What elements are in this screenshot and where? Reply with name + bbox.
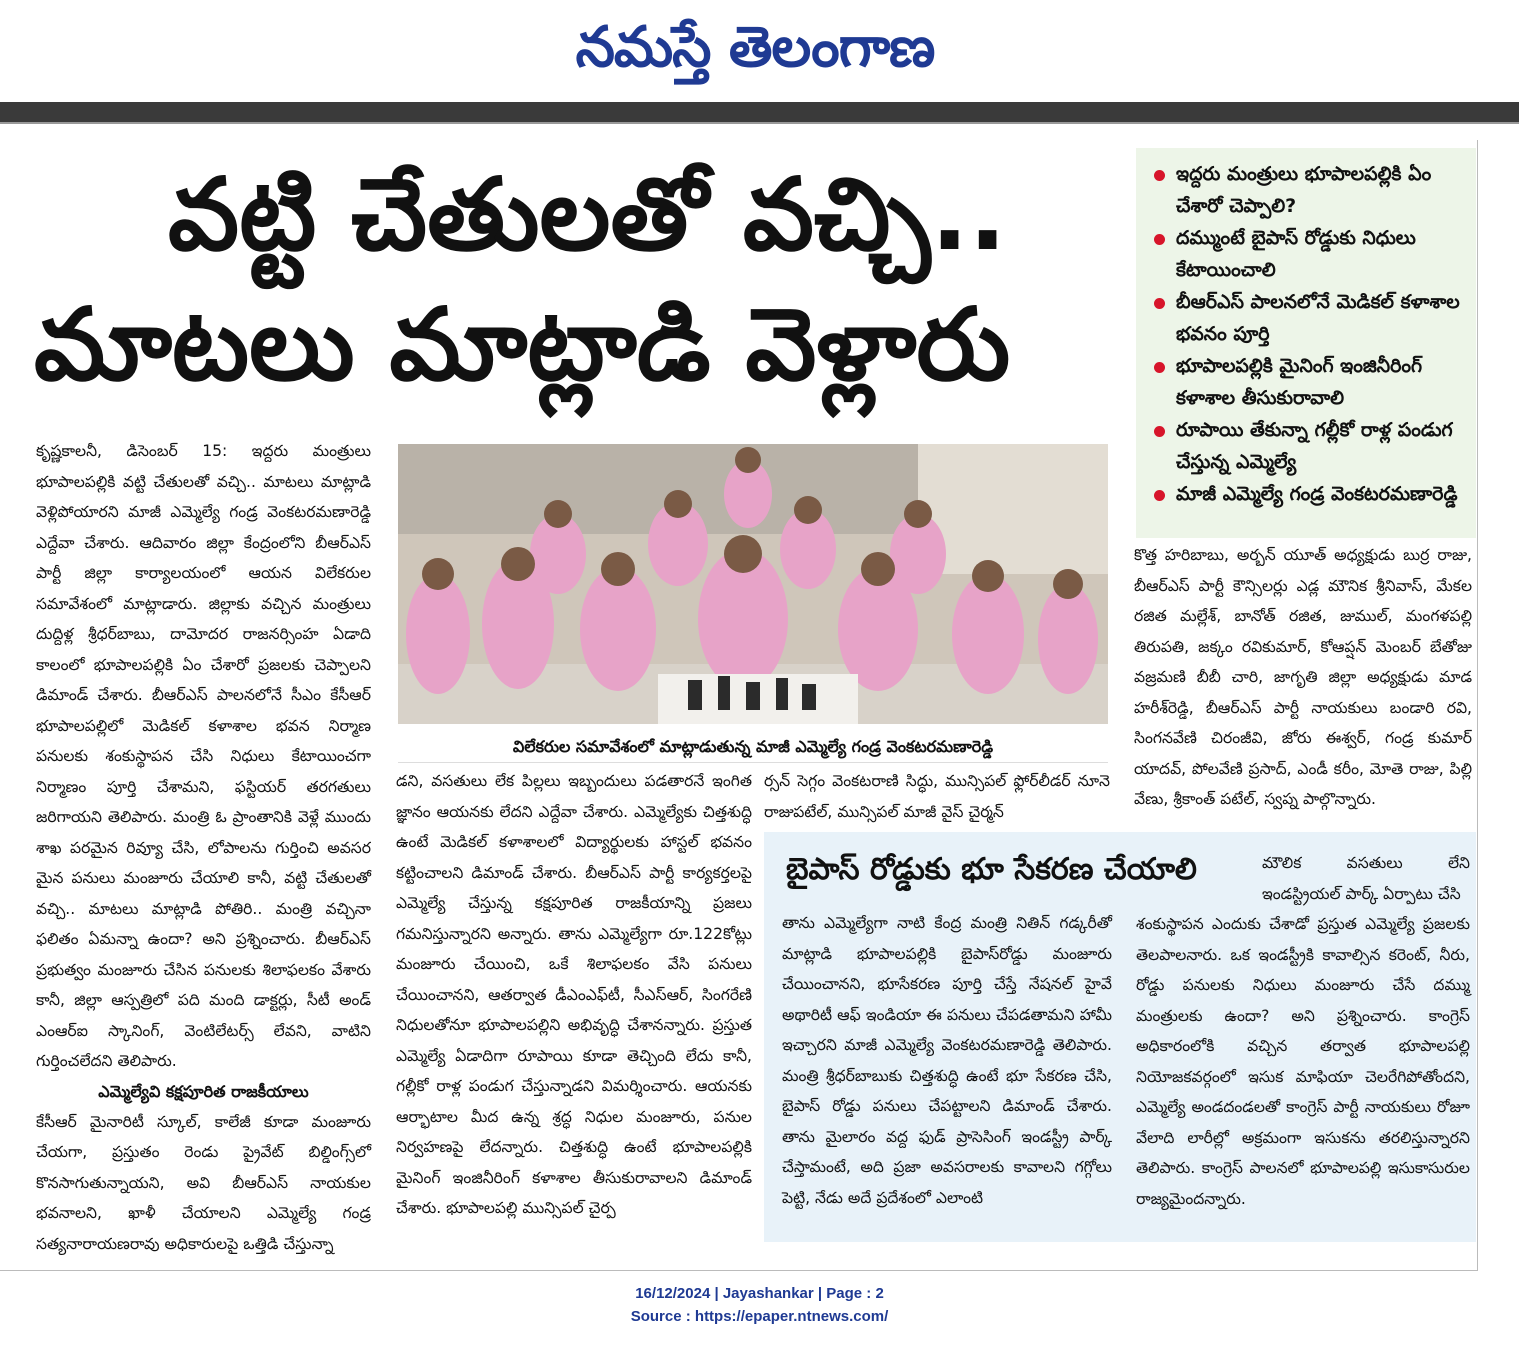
article-paragraph: ర్సన్ సెగ్గం వెంకటరాణి సిద్ధు, మున్సిపల్ ఫ్లోర్‌లీడర్ నూనె రాజుపటేల్, మున్సిపల్ మాజీ వైస్ చైర్మన్	[764, 772, 1110, 821]
photo-illustration	[398, 444, 1108, 724]
masthead-divider-bar	[0, 102, 1519, 122]
article-paragraph: కృష్ణకాలనీ, డిసెంబర్ 15: ఇద్దరు మంత్రులు భూపాలపల్లికి వట్టి చేతులతో వచ్చి.. మాటలు మాట్లాడి వెళ్లిపోయారని మాజీ ఎమ్మెల్యే గండ్ర వెంకటరమణారెడ్డి ఎద్దేవా చేశారు. ఆదివారం జిల్లా కేంద్రంలోని బీఆర్ఎస్ పార్టీ జిల్లా కార్యాలయంలో ఆయన విలేకరుల సమావేశంలో మాట్లాడారు. జిల్లాకు వచ్చిన మంత్రులు దుద్దిళ్ల శ్రీధర్‌బాబు, దామోదర రాజనర్సింహ ఏడాది కాలంలో భూపాలపల్లికి ఏం చేశారో ప్రజలకు చెప్పాలని డిమాండ్ చేశారు. బీఆర్ఎస్ పాలనలోనే సీఎం కేసీఆర్ భూపాలపల్లిలో మెడికల్ కళాశాల భవన నిర్మాణ పనులకు శంకుస్థాపన చేసి నిధులు కేటాయించగా నిర్మాణం పూర్తి చేశామని, ఫస్టియర్ తరగతులు జరిగాయని తెలిపారు. మంత్రి ఓ ప్రాంతానికి వెళ్లే ముందు శాఖ పరమైన రివ్యూ చేసి, లోపాలను గుర్తించి అవసర మైన పనులు మంజూరు చేయాలి కానీ, వట్టి చేతులతో వచ్చి.. మాటలు మాట్లాడి పోతిరి.. మంత్రి వచ్చినా ఫలితం ఏమన్నా ఉందా? అని ప్రశ్నించారు. బీఆర్ఎస్ ప్రభుత్వం మంజూరు చేసిన పనులకు శిలాఫలకం వేశారు కానీ, జిల్లా ఆస్పత్రిలో పది మంది డాక్టర్లు, సీటీ అండ్ ఎంఆర్ఐ స్కానింగ్, వెంటిలేటర్స్ లేవని, వాటిని గుర్తించలేదని తెలిపారు.	[36, 442, 371, 1070]
article-column-1	[36, 436, 371, 1259]
highlight-item: దమ్ముంటే బైపాస్ రోడ్డుకు నిధులు కేటాయించాలి	[1150, 222, 1466, 286]
article-paragraph: కేసీఆర్ మైనారిటీ స్కూల్, కాలేజీ కూడా మంజూరు చేయగా, ప్రస్తుతం రెండు ప్రైవేట్ బిల్డింగ్స్‌లో కొనసాగుతున్నాయని, అవి బీఆర్ఎస్ నాయకుల భవనాలని, ఖాళీ చేయాలని ఎమ్మెల్యే గండ్ర సత్యనారాయణరావు అధికారులపై ఒత్తిడి చేస్తున్నా	[36, 1112, 371, 1253]
article-paragraph: డని, వసతులు లేక పిల్లలు ఇబ్బందులు పడతారనే ఇంగిత జ్ఞానం ఆయనకు లేదని ఎద్దేవా చేశారు. ఎమ్మెల్యేకు చిత్తశుద్ధి ఉంటే మెడికల్ కళాశాలలో విద్యార్థులకు హాస్టల్ భవనం కట్టించాలని డిమాండ్ చేశారు. బీఆర్ఎస్ పార్టీ కార్యకర్తలపై ఎమ్మెల్యే చేస్తున్న కక్షపూరిత రాజకీయాన్ని ప్రజలు గమనిస్తున్నారని అన్నారు. తాను ఎమ్మెల్యేగా రూ.122కోట్లు మంజూరు చేయించి, ఒకే శిలాఫలకం వేసి పనులు చేయించానని, ఆతర్వాత డీఎంఎఫ్‌టీ, సీఎస్ఆర్, సింగరేణి నిధులతోనూ భూపాలపల్లిని అభివృద్ధి చేశానన్నారు. ప్రస్తుత ఎమ్మెల్యే ఏడాదిగా రూపాయి కూడా తెచ్చింది లేదు కానీ, గల్లీకో రాళ్ల పండుగ చేస్తున్నాడని విమర్శించారు. ఆయనకు ఆర్భాటాల మీద ఉన్న శ్రద్ధ నిధుల మంజూరు, పనుల నిర్వహణపై లేదన్నారు. చిత్తశుద్ధి ఉంటే భూపాలపల్లికి మైనింగ్ ఇంజినీరింగ్ కళాశాల తీసుకురావాలని డిమాండ్ చేశారు. భూపాలపల్లి మున్సిపల్ చైర్ప	[396, 772, 752, 1217]
highlight-item: మాజీ ఎమ్మెల్యే గండ్ర వెంకటరమణారెడ్డి	[1150, 478, 1466, 510]
article-column-4	[1134, 540, 1472, 815]
photo-caption: విలేకరుల సమావేశంలో మాట్లాడుతున్న మాజీ ఎమ్మెల్యే గండ్ర వెంకటరమణారెడ్డి	[398, 732, 1108, 763]
article-paragraph: శంకుస్థాపన ఎందుకు చేశాడో ప్రస్తుత ఎమ్మెల్యే ప్రజలకు తెలపాలనారు. ఒక ఇండస్ట్రీకి కావాల్సిన కరెంట్, నీరు, రోడ్డు పనులకు నిధులు మంజూరు చేసే దమ్ము మంత్రులకు ఉందా? అని ప్రశ్నించారు. కాంగ్రెస్ అధికారంలోకి వచ్చిన తర్వాత భూపాలపల్లి నియోజకవర్గంలో ఇసుక మాఫియా చెలరేగిపోతోందని, ఎమ్మెల్యే అండదండలతో కాంగ్రెస్ పార్టీ నాయకులు రోజూ వేలాది లారీల్లో అక్రమంగా ఇసుకను తరలిస్తున్నారని తెలిపారు. కాంగ్రెస్ పాలనలో భూపాలపల్లి ఇసుకాసురుల రాజ్యమైందన్నారు.	[1136, 915, 1470, 1208]
bypass-column-1	[782, 908, 1112, 1213]
article-paragraph: తాను ఎమ్మెల్యేగా నాటి కేంద్ర మంత్రి నితిన్ గడ్కరీతో మాట్లాడి భూపాలపల్లికి బైపాస్‌రోడ్డు మంజూరు చేయించానని, భూసేకరణ పూర్తి చేస్తే నేషనల్ హైవే అథారిటీ ఆఫ్ ఇండియా ఈ పనులు చేపడతామని హామీ ఇచ్చారని మాజీ ఎమ్మెల్యే వెంకటరమణారెడ్డి తెలిపారు. మంత్రి శ్రీధర్‌బాబుకు చిత్తశుద్ధి ఉంటే భూ సేకరణ చేసి, బైపాస్ రోడ్డు పనులు చేపట్టాలని డిమాండ్ చేశారు. తాను మైలారం వద్ద ఫుడ్ ప్రాసెసింగ్ ఇండస్ట్రీ పార్క్ చేస్తామంటే, అది ప్రజా అవసరాలకు కావాలని గగ్గోలు పెట్టి, నేడు అదే ప్రదేశంలో ఎలాంటి	[782, 914, 1112, 1207]
headline-line-1: వట్టి చేతులతో వచ్చి..	[168, 156, 1007, 273]
article-paragraph: కొత్త హరిబాబు, అర్బన్ యూత్ అధ్యక్షుడు బుర్ర రాజు, బీఆర్ఎస్ పార్టీ కౌన్సిలర్లు ఎడ్ల మౌనిక శ్రీనివాస్, మేకల రజిత మల్లేశ్, బానోత్ రజిత, జుముల్, మంగళపల్లి తిరుపతి, జక్కం రవికుమార్, కోఆప్షన్ మెంబర్ బేతోజు వజ్రమణి బీబీ చారి, జాగృతి జిల్లా అధ్యక్షుడు మాడ హరీశ్‌రెడ్డి, బీఆర్ఎస్ పార్టీ నాయకులు బండారి రవి, సింగనవేణి చిరంజీవి, జోరు ఈశ్వర్, గండ్ర కుమార్ యాదవ్, పోలవేణి ప్రసాద్, ఎండీ కరీం, మోతె రాజు, పిల్లి వేణు, శ్రీకాంత్ పటేల్, స్వప్న పాల్గొన్నారు.	[1134, 546, 1472, 808]
highlight-item: ఇద్దరు మంత్రులు భూపాలపల్లికి ఏం చేశారో చెప్పాలి?	[1150, 158, 1466, 222]
article-column-2	[396, 766, 752, 1224]
page-footer	[0, 1282, 1519, 1328]
headline-line-2: మాటలు మాట్లాడి వెళ్లారు	[34, 286, 1011, 403]
footer-source-link[interactable]: Source : https://epaper.ntnews.com/	[630, 1308, 889, 1325]
article-subheading: ఎమ్మెల్యేవి కక్షపూరిత రాజకీయాలు	[98, 1081, 309, 1101]
masthead	[0, 0, 1519, 100]
press-meet-photo	[398, 444, 1108, 724]
highlight-item: రూపాయి తేకున్నా గల్లీకో రాళ్ల పండుగ చేస్తున్న ఎమ్మెల్యే	[1150, 414, 1466, 478]
highlight-item: బీఆర్ఎస్ పాలనలోనే మెడికల్ కళాశాల భవనం పూర్తి	[1150, 286, 1466, 350]
article-paragraph: మౌలిక వసతులు లేని ఇండస్ట్రియల్ పార్క్ ఏర్పాటు చేసి	[1262, 854, 1470, 903]
highlight-item: భూపాలపల్లికి మైనింగ్ ఇంజినీరింగ్ కళాశాల తీసుకురావాలి	[1150, 350, 1466, 414]
bypass-road-heading: బైపాస్ రోడ్డుకు భూ సేకరణ చేయాలి	[786, 852, 1197, 887]
bypass-column-2	[1136, 848, 1470, 1214]
newspaper-logo-title: నమస్తే తెలంగాణ	[575, 15, 935, 80]
footer-edition-info: 16/12/2024 | Jayashankar | Page : 2	[635, 1285, 884, 1302]
highlights-box	[1136, 148, 1476, 538]
article-column-3	[764, 766, 1110, 827]
highlights-list	[1136, 148, 1476, 510]
